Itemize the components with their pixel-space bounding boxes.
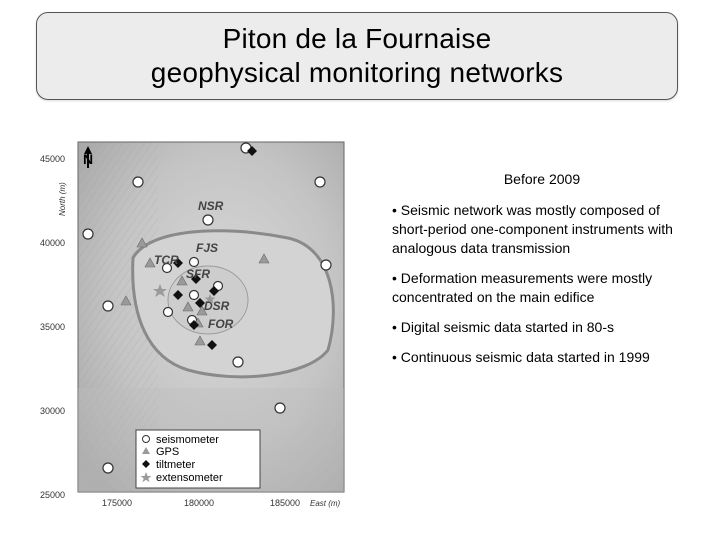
station-label-sfr: SFR	[186, 267, 210, 281]
text-panel	[392, 170, 692, 378]
north-label: N	[83, 151, 94, 167]
bullet-digital-seismic: • Digital seismic data started in 80-s	[392, 319, 614, 335]
title-box	[36, 12, 678, 100]
y-tick-40000: 40000	[40, 238, 66, 248]
seismometer-marker	[103, 301, 113, 311]
x-axis-title: East (m)	[310, 499, 341, 508]
station-label-nsr: NSR	[198, 199, 224, 213]
legend-seismometer-icon	[143, 436, 150, 443]
x-tick-180000: 180000	[184, 498, 215, 508]
seismometer-marker	[164, 308, 173, 317]
seismometer-marker	[190, 291, 199, 300]
seismometer-marker	[233, 357, 243, 367]
seismometer-marker	[190, 258, 199, 267]
y-tick-45000: 45000	[40, 154, 66, 164]
bullet-deformation: • Deformation measurements were mostly concentrated on the main edifice	[392, 270, 653, 305]
legend-label-gps: GPS	[156, 446, 180, 458]
y-tick-35000: 35000	[40, 322, 66, 332]
y-tick-30000: 30000	[40, 406, 66, 416]
panel-heading: Before 2009	[503, 171, 581, 187]
title-line-2: geophysical monitoring networks	[150, 57, 564, 88]
title-line-1: Piton de la Fournaise	[222, 23, 492, 54]
seismometer-marker	[133, 177, 143, 187]
station-label-fjs: FJS	[196, 241, 219, 255]
station-label-tcr: TCR	[154, 253, 179, 267]
station-label-for: FOR	[208, 317, 234, 331]
bullet-continuous-seismic: • Continuous seismic data started in 1999	[392, 349, 650, 365]
y-axis-title: North (m)	[58, 182, 67, 216]
seismometer-marker	[321, 260, 331, 270]
bullet-seismic-network: • Seismic network was mostly composed of short-period one-component instruments with analogous data transmission	[392, 202, 673, 256]
map-svg	[38, 138, 354, 510]
station-label-dsr: DSR	[204, 299, 230, 313]
monitoring-network-map	[38, 138, 354, 510]
seismometer-marker	[103, 463, 113, 473]
x-tick-185000: 185000	[270, 498, 301, 508]
seismometer-marker	[203, 215, 213, 225]
legend-label-tiltmeter: tiltmeter	[156, 459, 196, 471]
legend-label-seismometer: seismometer	[156, 434, 219, 446]
legend-label-extensometer: extensometer	[156, 472, 223, 484]
seismometer-marker	[275, 403, 285, 413]
map-legend	[136, 430, 260, 488]
seismometer-marker	[83, 229, 93, 239]
seismometer-marker	[315, 177, 325, 187]
y-tick-25000: 25000	[40, 490, 66, 500]
x-tick-175000: 175000	[102, 498, 133, 508]
